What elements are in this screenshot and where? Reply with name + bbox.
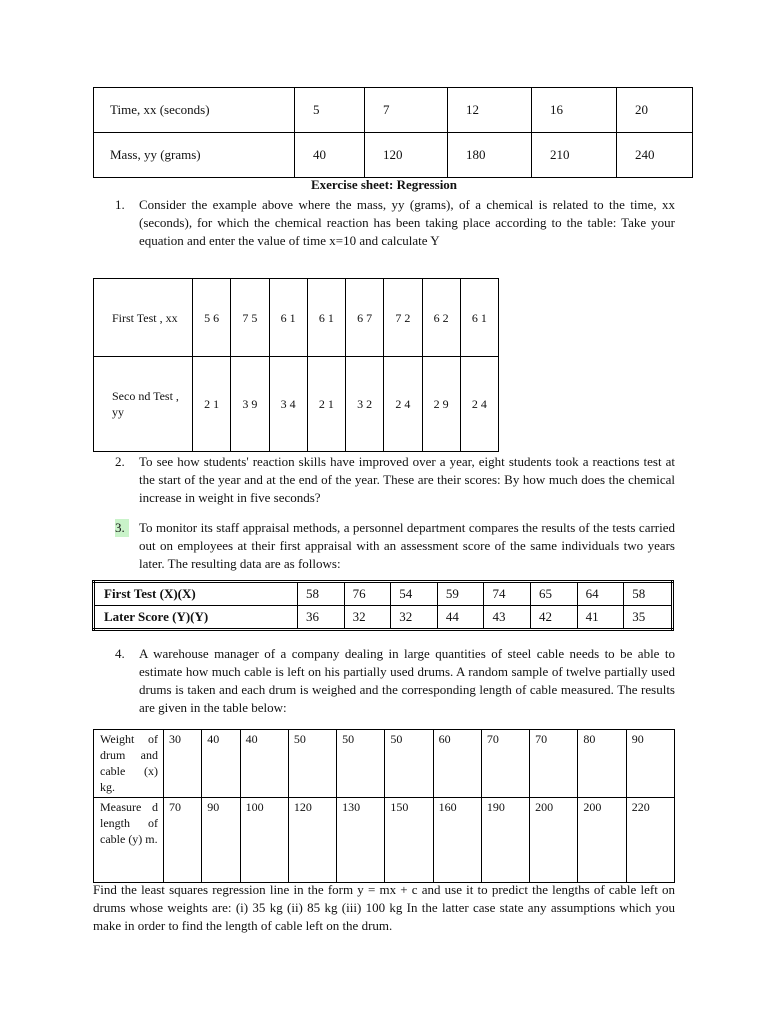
- row-header: Seco nd Test , yy: [94, 357, 193, 452]
- table-cell: 64: [577, 582, 624, 606]
- table-cell: 50: [385, 730, 433, 798]
- question-number: 4.: [115, 646, 125, 661]
- table-cell: 12: [448, 88, 532, 133]
- table-cell: 7: [365, 88, 448, 133]
- question-number: 1.: [115, 197, 125, 212]
- table-cell: 2 4: [384, 357, 422, 452]
- table-cell: 50: [288, 730, 336, 798]
- table-cell: 180: [448, 133, 532, 178]
- table-cell: 70: [530, 730, 578, 798]
- table-cell: 3 4: [269, 357, 307, 452]
- table-cell: 20: [617, 88, 693, 133]
- table-cell: 70: [481, 730, 529, 798]
- table-cell: 60: [433, 730, 481, 798]
- table-cell: 76: [344, 582, 391, 606]
- table-row: [94, 582, 673, 606]
- table-cell: 2 4: [460, 357, 498, 452]
- table-cell: 240: [617, 133, 693, 178]
- table-row: [94, 798, 675, 883]
- table-cell: 74: [484, 582, 531, 606]
- table-cell: 7 5: [231, 279, 269, 357]
- table-cell: 100: [240, 798, 288, 883]
- table-cell: 90: [202, 798, 240, 883]
- table-cell: 120: [365, 133, 448, 178]
- table-cell: 6 1: [307, 279, 345, 357]
- table-cell: 90: [626, 730, 674, 798]
- question-2: [115, 453, 675, 507]
- table-cell: 32: [344, 606, 391, 630]
- table-cell: 2 1: [193, 357, 231, 452]
- table-cell: 6 1: [269, 279, 307, 357]
- question-number: 2.: [115, 454, 125, 469]
- table-cell: 30: [164, 730, 202, 798]
- table-cell: 120: [288, 798, 336, 883]
- question-text: To monitor its staff appraisal methods, a personnel department compares the results of the tests carried out on employees at their first appraisal with an assessment score of the same individuals two years later. The resulting data are as follows:: [139, 520, 675, 571]
- table-cell: 210: [532, 133, 617, 178]
- table-cell: 3 9: [231, 357, 269, 452]
- table-cell: 160: [433, 798, 481, 883]
- table-cell: 65: [531, 582, 578, 606]
- row-header: Later Score (Y)(Y): [94, 606, 298, 630]
- table-cell: 150: [385, 798, 433, 883]
- table-cell: 32: [391, 606, 438, 630]
- footer-question: Find the least squares regression line in the form y = mx + c and use it to predict the lengths of cable left on drums whose weights are: (i) 35 kg (ii) 85 kg (iii) 100 kg In the latter case state any assumptions which you make in order to find the length of cable left on the drum.: [93, 882, 675, 933]
- table-cell: 42: [531, 606, 578, 630]
- question-text: To see how students' reaction skills have improved over a year, eight students took a reactions test at the start of the year and at the end of the year. These are their scores: By how much does the chemical increase in weight in five seconds?: [139, 454, 675, 505]
- table-cell: 35: [624, 606, 673, 630]
- table-cell: 50: [337, 730, 385, 798]
- table-row: [94, 606, 673, 630]
- table-cell: 16: [532, 88, 617, 133]
- table-cell: 43: [484, 606, 531, 630]
- table-cell: 54: [391, 582, 438, 606]
- table-cell: 6 2: [422, 279, 460, 357]
- question-text: Consider the example above where the mass, yy (grams), of a chemical is related to the time, xx (seconds), for which the chemical reaction has been taking place according to the table: Take your equation and enter the value of time x=10 and calculate Y: [139, 197, 675, 248]
- table-cell: 40: [240, 730, 288, 798]
- table-cell: 41: [577, 606, 624, 630]
- question-number: 3.: [115, 519, 129, 537]
- table-cell: 200: [530, 798, 578, 883]
- question-1: [115, 196, 675, 250]
- table-cell: 6 1: [460, 279, 498, 357]
- table-cell: 59: [437, 582, 484, 606]
- table-cell: Mass, yy (grams): [94, 133, 295, 178]
- table-cell: 70: [164, 798, 202, 883]
- table-cell: 2 9: [422, 357, 460, 452]
- table-cell: 220: [626, 798, 674, 883]
- table-cell: 200: [578, 798, 626, 883]
- table-cell: 5 6: [193, 279, 231, 357]
- test-scores-table: [93, 278, 499, 452]
- drum-cable-table: [93, 729, 675, 883]
- table-row: [94, 357, 499, 452]
- table-row: [94, 133, 693, 178]
- question-text: A warehouse manager of a company dealing in large quantities of steel cable needs to be able to estimate how much cable is left on his partially used drums. A random sample of twelve partially used drums is taken and each drum is weighed and the corresponding length of cable measured. The results are given in the table below:: [139, 646, 675, 715]
- question-4: [115, 645, 675, 717]
- page-title: Exercise sheet: Regression: [310, 177, 458, 192]
- table-row: [94, 730, 675, 798]
- table-cell: Time, xx (seconds): [94, 88, 295, 133]
- table-cell: 40: [295, 133, 365, 178]
- table-cell: 6 7: [346, 279, 384, 357]
- question-3: [115, 519, 675, 573]
- table-cell: 40: [202, 730, 240, 798]
- table-cell: 80: [578, 730, 626, 798]
- table-row: [94, 88, 693, 133]
- row-header: Weight of drum and cable (x) kg.: [94, 730, 164, 798]
- time-mass-table: [93, 87, 693, 178]
- table-cell: 36: [298, 606, 345, 630]
- table-cell: 44: [437, 606, 484, 630]
- row-header: First Test (X)(X): [94, 582, 298, 606]
- row-header: First Test , xx: [94, 279, 193, 357]
- table-cell: 3 2: [346, 357, 384, 452]
- row-header: Measure d length of cable (y) m.: [94, 798, 164, 883]
- table-cell: 2 1: [307, 357, 345, 452]
- appraisal-table: [92, 580, 674, 631]
- table-cell: 58: [624, 582, 673, 606]
- table-cell: 58: [298, 582, 345, 606]
- table-row: [94, 279, 499, 357]
- table-cell: 7 2: [384, 279, 422, 357]
- table-cell: 5: [295, 88, 365, 133]
- table-cell: 130: [337, 798, 385, 883]
- table-cell: 190: [481, 798, 529, 883]
